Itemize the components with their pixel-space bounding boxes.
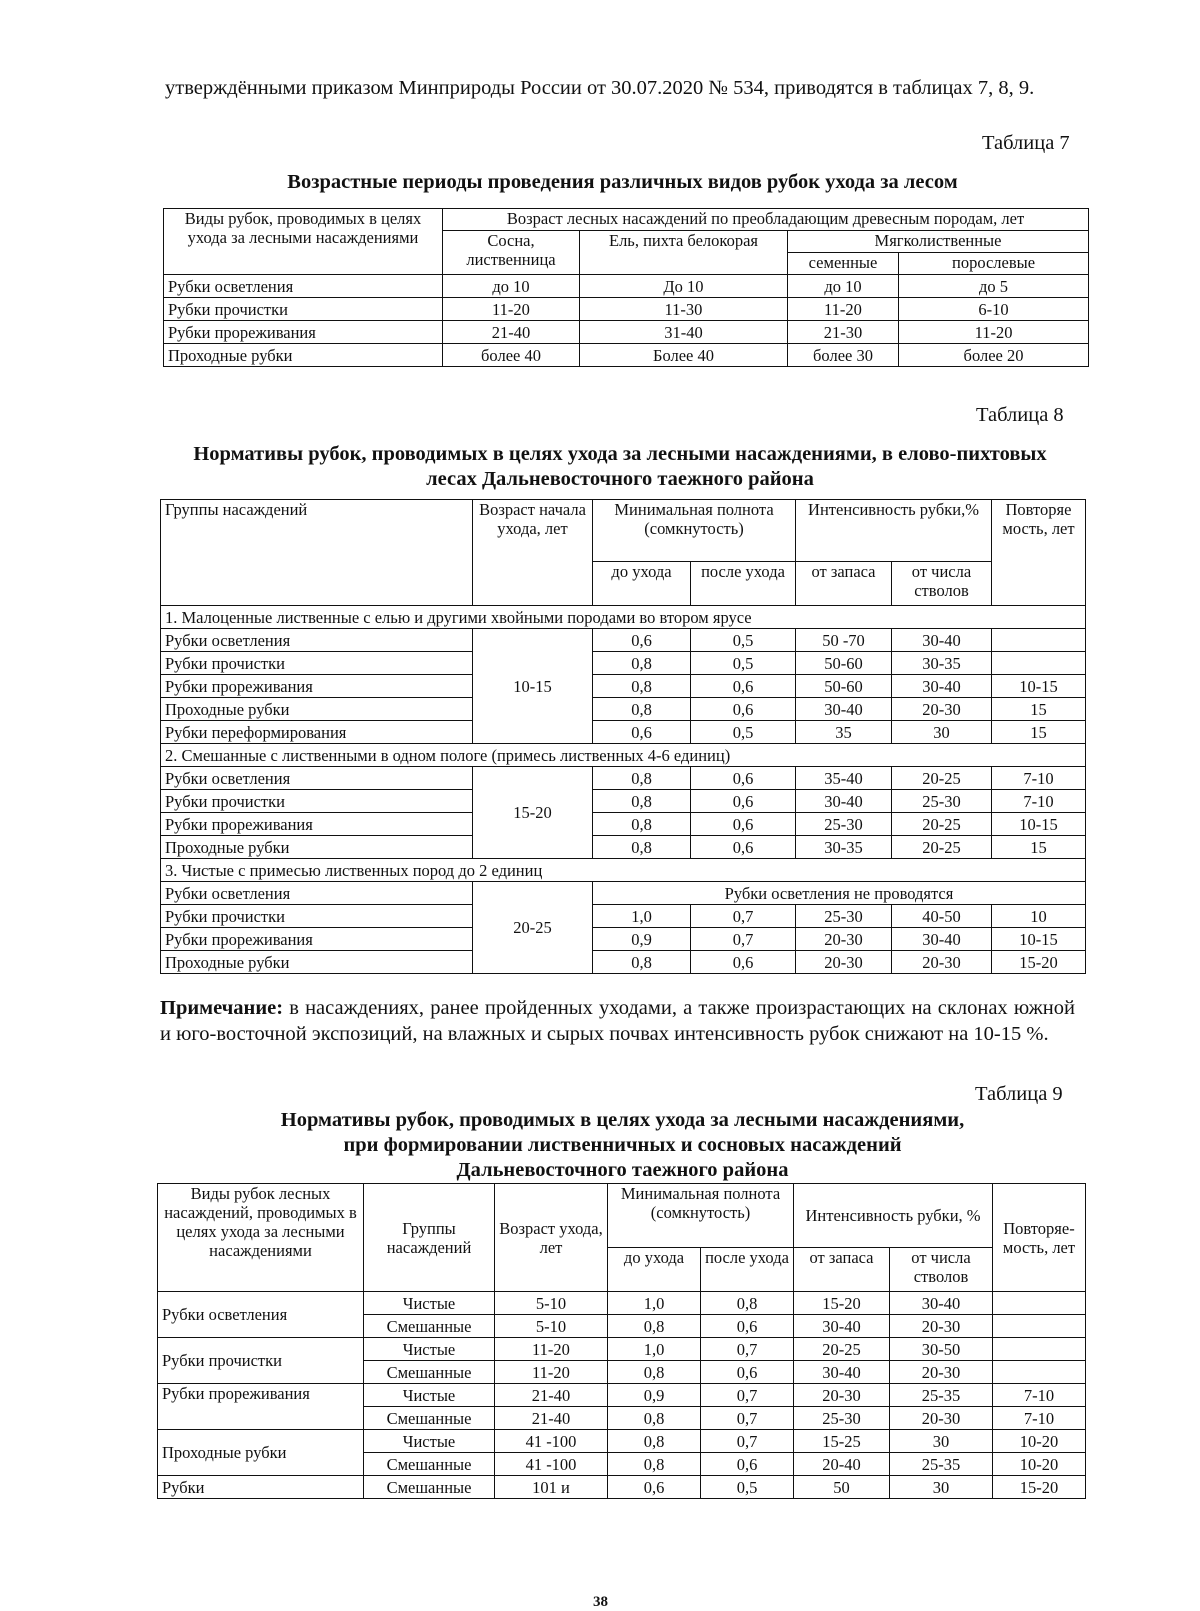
cell: 21-30 [788,321,899,344]
cell: Рубки прочистки [161,652,473,675]
cell: Рубки переформирования [161,721,473,744]
cell: более 40 [443,344,580,367]
table-row [164,344,1089,367]
cell: 20-30 [892,951,992,974]
cell: 25-30 [796,905,892,928]
table-9-title-line-1: Нормативы рубок, проводимых в целях ухода за лесными насаждениями, [280,1109,965,1131]
cell: 50-60 [796,675,892,698]
table-row [161,767,1086,790]
cell: 1,0 [608,1292,701,1315]
cell: более 30 [788,344,899,367]
cell: 20-25 [892,813,992,836]
cell: 15-20 [794,1292,890,1315]
cell: Рубки прореживания [164,321,443,344]
t9-header-group: Группы насаждений [364,1184,495,1292]
cell: 35-40 [796,767,892,790]
cell [993,1338,1086,1361]
table-8-note [160,995,1075,1047]
cell: Рубки осветления [161,767,473,790]
cell: 0,7 [701,1430,794,1453]
cell: 15-20 [992,951,1086,974]
cell: Чистые [364,1338,495,1361]
t8-header-before: до ухода [593,562,691,606]
cell: 11-20 [495,1361,608,1384]
cell: 0,8 [593,767,691,790]
cell: 10-15 [992,675,1086,698]
cell: до 10 [443,275,580,298]
t9-header-stock: от запаса [794,1248,890,1292]
cell: 7-10 [993,1384,1086,1407]
table-7-title: Возрастные периоды проведения различных видов рубок ухода за лесом [287,171,958,193]
cell: 0,7 [701,1338,794,1361]
cell: 0,6 [691,767,796,790]
cell: 1,0 [608,1338,701,1361]
cell: до 10 [788,275,899,298]
cell: Рубки прореживания [161,675,473,698]
cell: 0,8 [593,836,691,859]
note-lead: Примечание: [160,997,284,1019]
cell: 0,6 [691,951,796,974]
cell: 20-25 [892,836,992,859]
t9-header-rep: Повторяе-мость, лет [993,1184,1086,1292]
cell: 41 -100 [495,1430,608,1453]
cell: 30-40 [794,1361,890,1384]
table-row [161,629,1086,652]
t9-header-min: Минимальная полнота (сомкнутость) [608,1184,794,1248]
cell: 30 [890,1476,993,1499]
cell: 25-35 [890,1453,993,1476]
cell: 41 -100 [495,1453,608,1476]
t9-header-stems: от числа стволов [890,1248,993,1292]
cell: 10-15 [992,813,1086,836]
kind-cell: Рубки [158,1476,364,1499]
group-3-title: 3. Чистые с примесью лиственных пород до 2 единиц [161,859,1086,882]
cell: 0,5 [691,652,796,675]
cell: 20-25 [892,767,992,790]
cell: 0,6 [593,721,691,744]
cell: 0,8 [608,1453,701,1476]
cell: 0,8 [608,1315,701,1338]
cell: 0,6 [608,1476,701,1499]
cell: 30 [890,1430,993,1453]
cell: 11-20 [495,1338,608,1361]
table-9 [157,1183,1086,1499]
cell: 30-40 [794,1315,890,1338]
cell: 30-40 [796,790,892,813]
table-8-label: Таблица 8 [976,404,1064,426]
cell: 0,8 [593,698,691,721]
cell [992,652,1086,675]
cell: 7-10 [993,1407,1086,1430]
table-row [164,275,1089,298]
page-number: 38 [593,1594,608,1610]
group-1-age: 10-15 [473,629,593,744]
cell: 15 [992,721,1086,744]
cell: Проходные рубки [161,836,473,859]
not-conducted-note: Рубки осветления не проводятся [593,882,1086,905]
cell: 50-60 [796,652,892,675]
cell: более 20 [899,344,1089,367]
table-row [158,1476,1086,1499]
table-8 [160,499,1086,974]
table-9-label: Таблица 9 [975,1083,1063,1105]
cell: 0,9 [608,1384,701,1407]
cell: 21-40 [495,1384,608,1407]
cell: 10-15 [992,928,1086,951]
cell: 50 -70 [796,629,892,652]
cell: 11-20 [899,321,1089,344]
cell: 20-25 [794,1338,890,1361]
table-row [161,882,1086,905]
cell: 20-40 [794,1453,890,1476]
group-row [161,606,1086,629]
cell: 0,6 [691,675,796,698]
cell: 25-30 [794,1407,890,1430]
group-2-age: 15-20 [473,767,593,859]
table-row [161,836,1086,859]
cell: 31-40 [580,321,788,344]
cell: 0,5 [701,1476,794,1499]
cell: 30-35 [796,836,892,859]
cell: 0,9 [593,928,691,951]
table-row [161,928,1086,951]
cell: 30 [892,721,992,744]
cell: Проходные рубки [161,698,473,721]
cell: 0,8 [593,951,691,974]
cell: 40-50 [892,905,992,928]
cell: Смешанные [364,1315,495,1338]
cell: 0,6 [593,629,691,652]
t7-header-shoot: порослевые [899,253,1089,275]
cell: Рубки осветления [164,275,443,298]
cell: 30-40 [796,698,892,721]
cell: 20-30 [796,951,892,974]
t9-header-age: Возраст ухода, лет [495,1184,608,1292]
cell: 1,0 [593,905,691,928]
table-row [161,790,1086,813]
t8-header-rep: Повторяе мость, лет [992,500,1086,606]
table-7-label: Таблица 7 [982,132,1070,154]
cell [993,1315,1086,1338]
cell: 5-10 [495,1292,608,1315]
cell: Чистые [364,1292,495,1315]
cell: 0,7 [691,928,796,951]
cell: 30-40 [890,1292,993,1315]
cell: Смешанные [364,1476,495,1499]
table-row [158,1292,1086,1315]
cell: 7-10 [992,790,1086,813]
group-3-age: 20-25 [473,882,593,974]
cell: 25-35 [890,1384,993,1407]
kind-cell: Рубки прореживания [158,1384,364,1430]
cell: Рубки осветления [161,882,473,905]
table-row [158,1338,1086,1361]
group-row [161,744,1086,767]
group-2-title: 2. Смешанные с лиственными в одном пологе (примесь лиственных 4-6 единиц) [161,744,1086,767]
t7-header-spruce: Ель, пихта белокорая [580,231,788,275]
cell: 30-40 [892,928,992,951]
cell: Смешанные [364,1407,495,1430]
cell: Чистые [364,1430,495,1453]
cell: Рубки прочистки [164,298,443,321]
t8-header-int: Интенсивность рубки,% [796,500,992,562]
kind-cell: Рубки осветления [158,1292,364,1338]
cell: 0,6 [691,698,796,721]
cell: 0,6 [701,1315,794,1338]
cell: 10-20 [993,1430,1086,1453]
t9-header-kind: Виды рубок лесных насаждений, проводимых в целях ухода за лесными насаждениями [158,1184,364,1292]
t7-header-soft: Мягколиственные [788,231,1089,253]
table-row [161,698,1086,721]
cell: 10-20 [993,1453,1086,1476]
cell: 20-30 [796,928,892,951]
t7-header-pine: Сосна, лиственница [443,231,580,275]
cell: Рубки прореживания [161,928,473,951]
cell: Рубки прочистки [161,905,473,928]
table-row [161,721,1086,744]
cell: 0,8 [701,1292,794,1315]
cell: 7-10 [992,767,1086,790]
t9-header-after: после ухода [701,1248,794,1292]
cell: 30-35 [892,652,992,675]
cell: 20-30 [890,1315,993,1338]
table-row [164,298,1089,321]
cell: 20-30 [890,1361,993,1384]
kind-cell: Проходные рубки [158,1430,364,1476]
cell: До 10 [580,275,788,298]
cell: 5-10 [495,1315,608,1338]
cell: 0,8 [593,675,691,698]
cell: Рубки прореживания [161,813,473,836]
table-8-title: Нормативы рубок, проводимых в целях ухода за лесными насаждениями, в елово-пихтовых лесах Дальневосточного таежного района [193,443,1047,490]
cell [992,629,1086,652]
table-row [161,813,1086,836]
cell: 0,6 [691,790,796,813]
table-row [164,321,1089,344]
cell [993,1292,1086,1315]
cell: Чистые [364,1384,495,1407]
t8-header-stems: от числа стволов [892,562,992,606]
intro-paragraph: утверждёнными приказом Минприроды России от 30.07.2020 № 534, приводятся в таблицах 7, 8, 9. [165,77,1035,99]
cell: 0,6 [701,1453,794,1476]
cell: Рубки прочистки [161,790,473,813]
cell: 21-40 [443,321,580,344]
cell: 30-40 [892,629,992,652]
cell: 20-30 [890,1407,993,1430]
table-row [161,675,1086,698]
cell: 6-10 [899,298,1089,321]
cell: 30-50 [890,1338,993,1361]
cell: Рубки осветления [161,629,473,652]
cell: 0,5 [691,629,796,652]
group-row [161,859,1086,882]
cell: 30-40 [892,675,992,698]
cell: Смешанные [364,1361,495,1384]
cell: Проходные рубки [161,951,473,974]
t8-header-age: Возраст начала ухода, лет [473,500,593,606]
cell: 15-25 [794,1430,890,1453]
cell: 15 [992,836,1086,859]
note-text: в насаждениях, ранее пройденных уходами, а также произрастающих на склонах южной и юго-восточной экспозиций, на влажных и сырых почвах интенсивность рубок снижают на 10-15 %. [160,997,1075,1045]
cell: 0,7 [701,1407,794,1430]
table-row [158,1384,1086,1407]
cell: 0,7 [701,1384,794,1407]
cell: 11-30 [580,298,788,321]
cell: 0,6 [691,813,796,836]
t9-header-int: Интенсивность рубки, % [794,1184,993,1248]
cell: до 5 [899,275,1089,298]
table-row [161,951,1086,974]
cell: 15-20 [993,1476,1086,1499]
cell: Смешанные [364,1453,495,1476]
table-row [161,905,1086,928]
cell: 20-30 [794,1384,890,1407]
table-row [158,1430,1086,1453]
cell: 0,8 [608,1407,701,1430]
t7-header-kind: Виды рубок, проводимых в целях ухода за лесными насаждениями [164,209,443,275]
cell: 0,8 [608,1430,701,1453]
cell: 0,6 [691,836,796,859]
table-row [161,652,1086,675]
t9-header-before: до ухода [608,1248,701,1292]
t7-header-age: Возраст лесных насаждений по преобладающим древесным породам, лет [443,209,1089,231]
cell [993,1361,1086,1384]
cell: 0,8 [593,652,691,675]
table-7 [163,208,1089,367]
cell: 0,6 [701,1361,794,1384]
cell: 0,5 [691,721,796,744]
cell: 15 [992,698,1086,721]
cell: 0,8 [608,1361,701,1384]
kind-cell: Рубки прочистки [158,1338,364,1384]
cell: 50 [794,1476,890,1499]
t8-header-after: после ухода [691,562,796,606]
cell: Проходные рубки [164,344,443,367]
cell: 20-30 [892,698,992,721]
group-1-title: 1. Малоценные лиственные с елью и другими хвойными породами во втором ярусе [161,606,1086,629]
table-9-title-line-3: Дальневосточного таежного района [456,1159,789,1181]
cell: Более 40 [580,344,788,367]
cell: 25-30 [892,790,992,813]
cell: 0,8 [593,813,691,836]
cell: 10 [992,905,1086,928]
cell: 11-20 [443,298,580,321]
t8-header-group: Группы насаждений [161,500,473,606]
cell: 35 [796,721,892,744]
cell: 25-30 [796,813,892,836]
t8-header-stock: от запаса [796,562,892,606]
cell: 101 и [495,1476,608,1499]
cell: 11-20 [788,298,899,321]
t7-header-seed: семенные [788,253,899,275]
cell: 21-40 [495,1407,608,1430]
t8-header-min: Минимальная полнота (сомкнутость) [593,500,796,562]
cell: 0,7 [691,905,796,928]
cell: 0,8 [593,790,691,813]
table-9-title-line-2: при формировании лиственничных и сосновых насаждений [343,1134,902,1156]
